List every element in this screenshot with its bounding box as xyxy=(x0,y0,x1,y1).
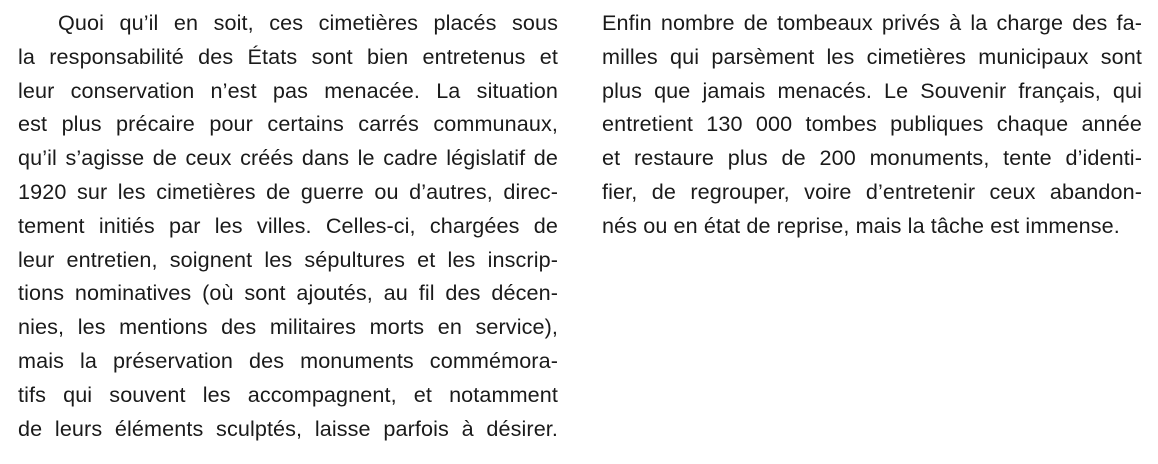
text-line: mais la préservation des monuments commémora- xyxy=(18,347,558,373)
text-line: qu’il s’agisse de ceux créés dans le cadre législatif de xyxy=(18,145,558,171)
text-line: 1920 sur les cimetières de guerre ou d’autres, direc- xyxy=(18,178,558,204)
text-line: milles qui parsèment les cimetières municipaux sont xyxy=(602,43,1142,69)
text-line: tifs qui souvent les accompagnent, et notamment xyxy=(18,381,558,407)
text-line: leur conservation n’est pas menacée. La situation xyxy=(18,77,558,103)
text-line: entretient 130 000 tombes publiques chaque année xyxy=(602,111,1142,137)
text-line: nés ou en état de reprise, mais la tâche est immense. xyxy=(602,212,1120,238)
text-line: tions nominatives (où sont ajoutés, au fil des décen- xyxy=(18,280,558,306)
text-line: leur entretien, soignent les sépultures et les inscrip- xyxy=(18,246,558,272)
left-column xyxy=(18,6,558,445)
text-line: est plus précaire pour certains carrés communaux, xyxy=(18,111,558,137)
text-line: tement initiés par les villes. Celles-ci, chargées de xyxy=(18,212,558,238)
text-line: fier, de regrouper, voire d’entretenir ceux abandon- xyxy=(602,178,1142,204)
text-line: nies, les mentions des militaires morts en service), xyxy=(18,314,558,340)
text-line: Quoi qu’il en soit, ces cimetières placés sous xyxy=(58,10,558,35)
right-column xyxy=(602,6,1142,243)
text-line: et restaure plus de 200 monuments, tente d’identi- xyxy=(602,145,1142,171)
text-line: plus que jamais menacés. Le Souvenir français, qui xyxy=(602,77,1142,103)
text-line: Enfin nombre de tombeaux privés à la charge des fa- xyxy=(602,10,1142,35)
text-line: la responsabilité des États sont bien entretenus et xyxy=(18,43,558,69)
text-line: de leurs éléments sculptés, laisse parfois à désirer. xyxy=(18,415,558,441)
